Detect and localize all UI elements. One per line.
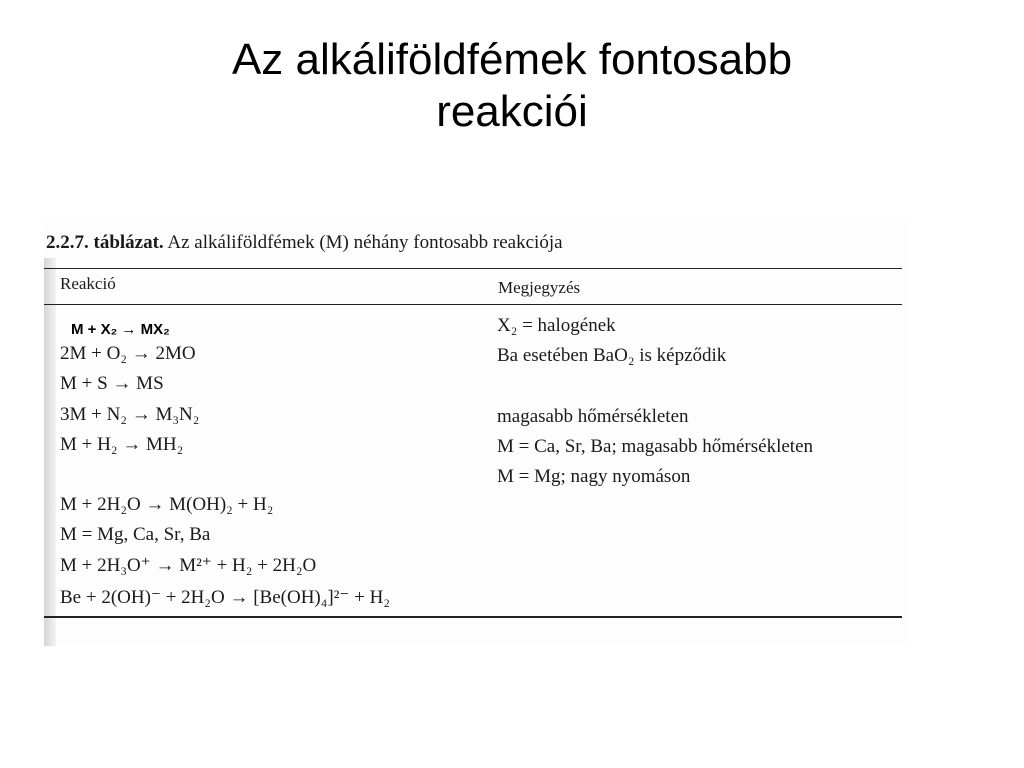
reaction-row: M + H₂ → MH₂ [60,434,184,455]
table-bottom-rule [44,616,902,618]
reaction-row: M = Mg, Ca, Sr, Ba [60,524,211,545]
note-row: M = Ca, Sr, Ba; magasabb hőmérsékleten [497,436,813,457]
column-header-note: Megjegyzés [498,278,581,297]
slide-title [0,34,1024,138]
table-top-rule [44,268,902,269]
table-header-rule [44,304,902,305]
table-caption-number: 2.2.7. táblázat. [46,232,164,253]
reaction-row: Be + 2(OH)⁻ + 2H₂O → [Be(OH)₄]²⁻ + H₂ [60,587,390,608]
reaction-row: M + X₂ → MX₂ [71,321,170,338]
slide-title-line-2: reakciói [436,87,588,136]
scan-edge-shadow [44,258,56,646]
reaction-row: 2M + O₂ → 2MO [60,343,196,364]
reaction-row: M + S → MS [60,373,164,394]
table-caption [46,232,563,254]
note-row: M = Mg; nagy nyomáson [497,466,691,487]
column-header-reaction: Reakció [60,274,116,293]
note-row: Ba esetében BaO₂ is képződik [497,345,727,366]
note-row: X₂ = halogének [497,315,616,336]
note-row: magasabb hőmérsékleten [497,406,689,427]
reaction-row: 3M + N₂ → M₃N₂ [60,404,200,425]
scanned-table [44,222,908,646]
reaction-row: M + 2H₃O⁺ → M²⁺ + H₂ + 2H₂O [60,555,317,576]
table-caption-text: Az alkáliföldfémek (M) néhány fontosabb reakciója [167,232,563,253]
slide-title-line-1: Az alkáliföldfémek fontosabb [231,35,793,84]
reaction-row: M + 2H₂O → M(OH)₂ + H₂ [60,494,274,515]
